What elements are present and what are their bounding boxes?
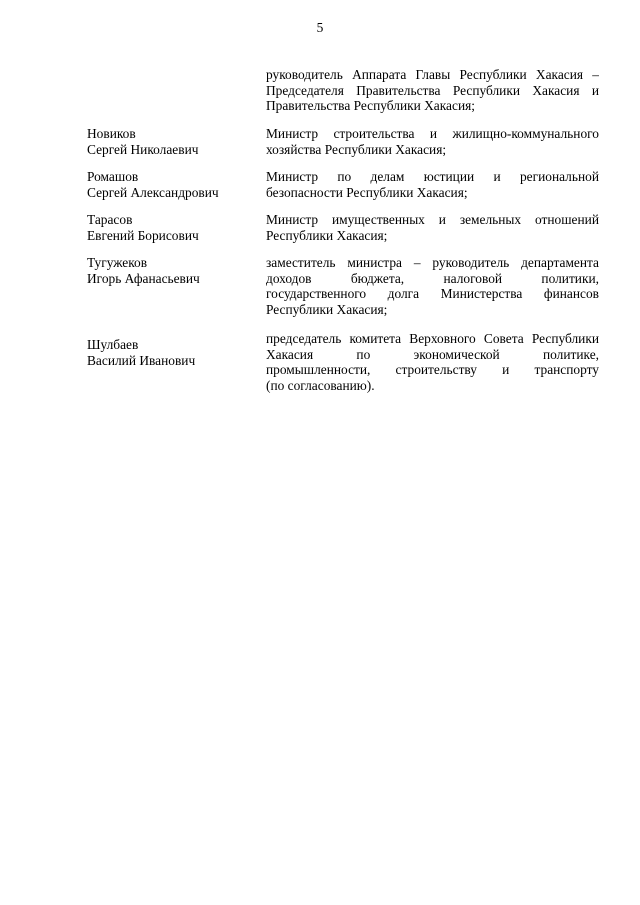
- member-name: [87, 255, 257, 286]
- description-line: (по согласованию).: [266, 377, 375, 393]
- description-line: государственного долга Министерства финансов: [266, 286, 599, 302]
- description-line: Республики Хакасия;: [266, 227, 388, 243]
- description-line: хозяйства Республики Хакасия;: [266, 141, 447, 157]
- intro-description: [266, 67, 599, 114]
- member-surname: Шулбаев: [87, 337, 139, 352]
- member-name: [87, 337, 257, 368]
- member-given-names: Игорь Афанасьевич: [87, 270, 200, 286]
- description-line: промышленности, строительству и транспорту: [266, 362, 599, 378]
- description-line: председатель комитета Верховного Совета Республики: [266, 331, 599, 346]
- description-line: Председателя Правительства Республики Хакасия и: [266, 82, 599, 98]
- member-position: [266, 331, 599, 393]
- member-surname: Ромашов: [87, 169, 139, 184]
- member-surname: Тарасов: [87, 212, 133, 227]
- description-line: руководитель Аппарата Главы Республики Хакасия –: [266, 67, 599, 82]
- member-surname: Новиков: [87, 126, 136, 141]
- member-surname: Тугужеков: [87, 255, 148, 270]
- description-line: Министр по делам юстиции и региональной: [266, 169, 599, 184]
- description-line: Министр имущественных и земельных отношений: [266, 212, 599, 227]
- description-line: Хакасия по экономической политике,: [266, 346, 599, 362]
- member-given-names: Сергей Николаевич: [87, 141, 199, 157]
- member-position: [266, 255, 599, 317]
- member-position: [266, 169, 599, 200]
- description-line: Республики Хакасия;: [266, 301, 388, 317]
- description-line: заместитель министра – руководитель департамента: [266, 255, 599, 270]
- member-name: [87, 169, 257, 200]
- member-name: [87, 212, 257, 243]
- description-line: Правительства Республики Хакасия;: [266, 98, 475, 114]
- page-number: 5: [316, 20, 324, 35]
- member-given-names: Евгений Борисович: [87, 227, 199, 243]
- description-line: безопасности Республики Хакасия;: [266, 184, 468, 200]
- member-position: [266, 212, 599, 243]
- description-line: Министр строительства и жилищно-коммунального: [266, 126, 599, 141]
- description-line: доходов бюджета, налоговой политики,: [266, 270, 599, 286]
- member-given-names: Василий Иванович: [87, 352, 196, 368]
- member-name: [87, 126, 257, 157]
- member-position: [266, 126, 599, 157]
- member-given-names: Сергей Александрович: [87, 184, 219, 200]
